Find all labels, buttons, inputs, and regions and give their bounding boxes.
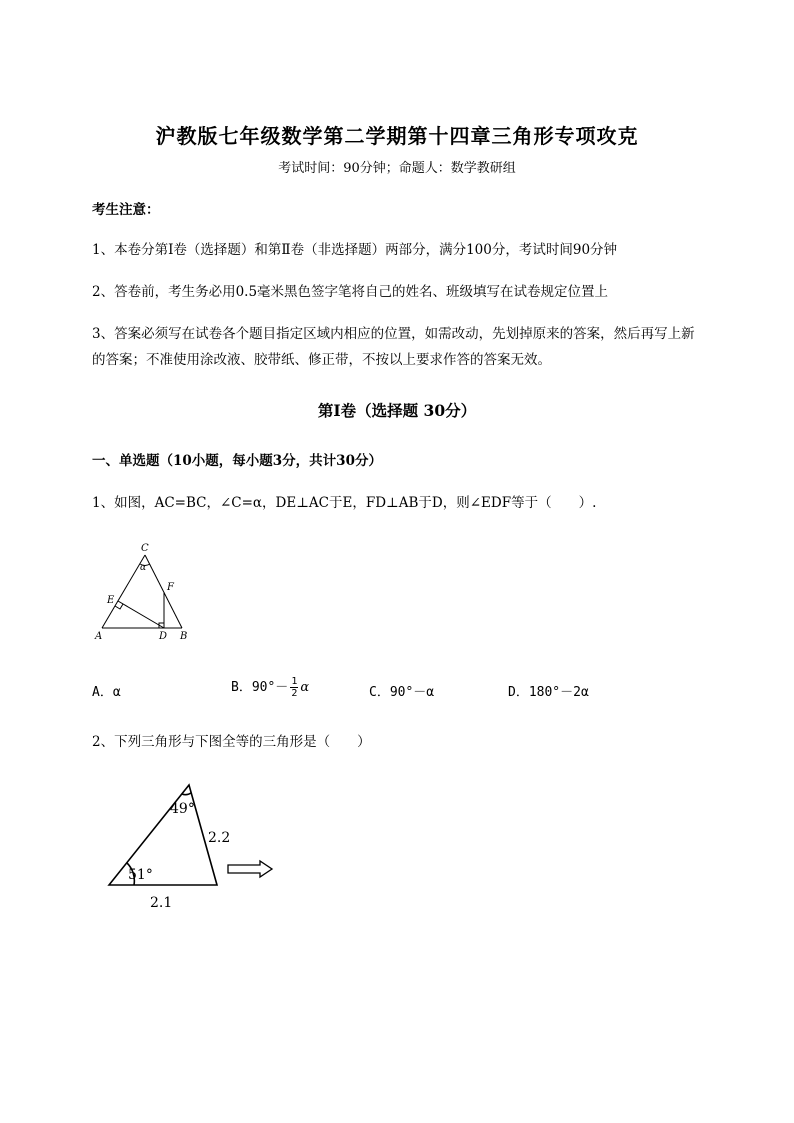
label-2-1: 2.1	[150, 895, 173, 911]
notice-item-1: 1、本卷分第Ⅰ卷（选择题）和第Ⅱ卷（非选择题）两部分，满分100分，考试时间90分钟	[92, 242, 618, 258]
arrow-icon	[228, 861, 272, 877]
label-51: 51°	[128, 867, 153, 883]
option-c[interactable]: C．90°－α	[369, 685, 435, 700]
label-49: 49°	[170, 801, 195, 817]
triangle	[109, 785, 217, 885]
label-a: A	[95, 631, 103, 642]
notice-item-3-line-1: 3、答案必须写在试卷各个题目指定区域内相应的位置，如需改动，先划掉原来的答案，然后再写上新	[92, 326, 695, 342]
label-2-2: 2.2	[208, 830, 231, 846]
fraction-one-half	[290, 676, 298, 699]
option-b-prefix: B．90°－	[231, 680, 289, 695]
label-d: D	[159, 631, 168, 642]
part-heading: 一、单选题（10小题，每小题3分，共计30分）	[92, 453, 382, 469]
label-f: F	[167, 582, 174, 593]
label-c: C	[141, 543, 149, 554]
question-2-stem: 2、下列三角形与下图全等的三角形是（ ）	[92, 734, 371, 750]
side-ac	[102, 555, 145, 628]
segment-ed	[118, 601, 164, 628]
label-b: B	[180, 631, 188, 642]
option-b[interactable]	[231, 676, 309, 699]
option-b-suffix: α	[300, 680, 310, 695]
page-title: 沪教版七年级数学第二学期第十四章三角形专项攻克	[155, 124, 639, 148]
question-2-figure	[100, 775, 290, 915]
fraction-denominator: 2	[291, 688, 298, 699]
option-d[interactable]: D．180°－2α	[508, 685, 589, 700]
label-e: E	[107, 595, 115, 606]
notice-heading: 考生注意：	[92, 202, 160, 218]
label-alpha: α	[140, 563, 147, 573]
exam-info: 考试时间：90分钟；命题人：数学教研组	[278, 161, 516, 176]
notice-item-2: 2、答卷前，考生务必用0.5毫米黑色签字笔将自己的姓名、班级填写在试卷规定位置上	[92, 284, 609, 300]
question-1-figure	[90, 535, 200, 645]
notice-item-3-line-2: 的答案；不准使用涂改液、胶带纸、修正带，不按以上要求作答的答案无效。	[92, 352, 551, 368]
fraction-numerator: 1	[291, 676, 298, 687]
option-a[interactable]: A．α	[92, 685, 121, 700]
section-title: 第Ⅰ卷（选择题 30分）	[317, 401, 477, 420]
question-1-stem: 1、如图，AC=BC，∠C=α，DE⊥AC于E，FD⊥AB于D，则∠EDF等于（ ）.	[92, 495, 597, 511]
